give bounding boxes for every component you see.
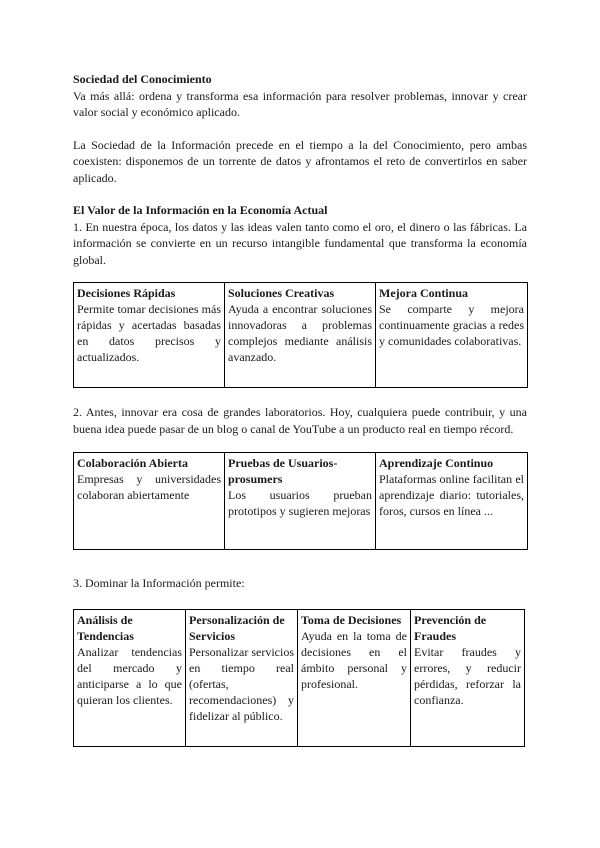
cell-title: Decisiones Rápidas [77, 286, 176, 300]
table-row [74, 283, 528, 388]
cell-body: Evitar fraudes y errores, y reducir pérdidas, reforzar la confianza. [414, 645, 521, 707]
section-title-information-value: El Valor de la Información en la Economía Actual [73, 203, 328, 217]
cell-title: Soluciones Creativas [228, 286, 335, 300]
cell-body: Plataformas online facilitan el aprendizaje diario: tutoriales, foros, cursos en línea ... [379, 472, 524, 518]
table-information-mastery [73, 609, 525, 747]
table-cell [74, 453, 225, 550]
cell-body: Ayuda en la toma de decisiones en el ámbito personal y profesional. [301, 629, 407, 691]
cell-body: Los usuarios prueban prototipos y sugieren mejoras [228, 488, 372, 518]
cell-title: Análisis de Tendencias [77, 613, 134, 643]
table-row [74, 453, 528, 550]
cell-title: Toma de Decisiones [301, 613, 402, 627]
cell-body: Permite tomar decisiones más rápidas y acertadas basadas en datos precisos y actualizados. [77, 302, 221, 364]
table-cell [376, 453, 528, 550]
table-cell [225, 283, 376, 388]
table-benefits [73, 282, 528, 388]
cell-title: Mejora Continua [379, 286, 468, 300]
point-2-text: 2. Antes, innovar era cosa de grandes laboratorios. Hoy, cualquiera puede contribuir, y una buena idea puede pasar de un blog o canal de YouTube a un producto real en tiempo récord. [73, 405, 527, 436]
table-cell [411, 610, 525, 747]
table-cell [74, 283, 225, 388]
cell-title: Prevención de Fraudes [414, 613, 487, 643]
document-page [73, 71, 527, 268]
cell-title: Aprendizaje Continuo [379, 456, 494, 470]
table-cell [74, 610, 186, 747]
table-cell [298, 610, 411, 747]
cell-body: Personalizar servicios en tiempo real (ofertas, recomendaciones) y fidelizar al público. [189, 645, 294, 723]
cell-title: Colaboración Abierta [77, 456, 188, 470]
cell-body: Analizar tendencias del mercado y anticiparse a lo que quieran los clientes. [77, 645, 182, 707]
paragraph-knowledge-definition: Va más allá: ordena y transforma esa información para resolver problemas, innovar y crear valor social y económico aplicado. [73, 88, 527, 119]
cell-body: Ayuda a encontrar soluciones innovadoras a problemas complejos mediante análisis avanzado. [228, 302, 372, 364]
point-3-text: 3. Dominar la Información permite: [73, 576, 245, 590]
point-1-text: 1. En nuestra época, los datos y las ideas valen tanto como el oro, el dinero o las fábricas. La información se convierte en un recurso intangible fundamental que transforma la economía global. [73, 219, 527, 267]
table-innovation [73, 452, 528, 550]
table-cell [376, 283, 528, 388]
section-title-knowledge-society: Sociedad del Conocimiento [73, 72, 212, 86]
cell-title: Personalización de Servicios [189, 613, 285, 643]
cell-title: Pruebas de Usuarios-prosumers [228, 456, 338, 486]
table-cell [225, 453, 376, 550]
paragraph-information-vs-knowledge: La Sociedad de la Información precede en el tiempo a la del Conocimiento, pero ambas coexisten: disponemos de un torrente de datos y afrontamos el reto de convertirlos en saber aplicado. [73, 137, 527, 185]
table-row [74, 610, 525, 747]
table-cell [186, 610, 298, 747]
cell-body: Se comparte y mejora continuamente gracias a redes y comunidades colaborativas. [379, 302, 524, 348]
cell-body: Empresas y universidades colaboran abiertamente [77, 472, 221, 502]
